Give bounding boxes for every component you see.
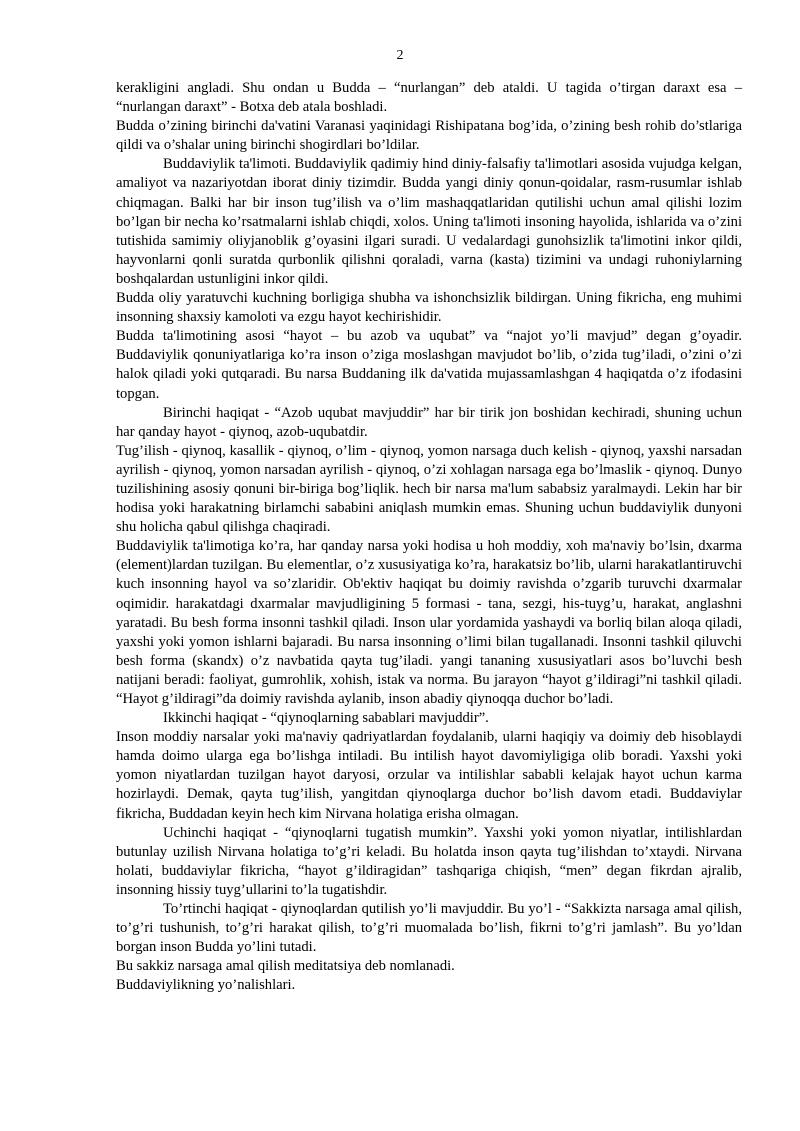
paragraph-12: To’rtinchi haqiqat - qiynoqlardan qutilish yo’li mavjuddir. Bu yo’l - “Sakkizta narsaga amal qilish, to’g’ri tushunish, to’g’ri harakat qilish, to’g’ri muomalada bo’lish, fikrni to’g’ri jamlash”. Bu yo’ldan borgan inson Budda yo’lini tutadi. [116, 901, 742, 956]
paragraph-14: Buddaviylikning yo’nalishlari. [116, 977, 296, 994]
paragraph-10: Inson moddiy narsalar yoki ma'naviy qadriyatlardan foydalanib, ularni haqiqiy va doimiy deb hisoblaydi hamda doimo ularga ega bo’lishga intiladi. Bu intilish hayot davomiyligiga olib boradi. Yaxshi yoki yomon niyatlardan tuzilgan hayot daryosi, orzular va intilishlar sababli kelajak hayot uchun karma hozirlaydi. Demak, qayta tug’ilish, yangitdan qiynoqlarga duchor bo’lish davom etadi. Buddaviylar fikricha, Buddadan keyin hech kim Nirvana holatiga erisha olmagan. [116, 729, 742, 822]
paragraph-6: Birinchi haqiqat - “Azob uqubat mavjuddir” har bir tirik jon boshidan kechiradi, shuning uchun har qanday hayot - qiynoq, azob-uqubatdir. [116, 404, 742, 440]
page-number: 2 [396, 48, 404, 63]
paragraph-13: Bu sakkiz narsaga amal qilish meditatsiya deb nomlanadi. [116, 958, 455, 975]
paragraph-8: Buddaviylik ta'limotiga ko’ra, har qanday narsa yoki hodisa u hoh moddiy, xoh ma'naviy bo’lsin, dxarma (element)lardan tuzilgan. Bu elementlar, o’z xususiyatiga ko’ra, harakatsiz bo’lib, ularni harakatlantiruvchi kuch insonning hayol va so’zlaridir. Ob'ektiv haqiqat bu doimiy ravishda o’zgarib turuvchi dxarmalar oqimidir. harakatdagi dxarmalar mavjudligining 5 formasi - tana, sezgi, his-tuyg’u, harakat, anglashni yaratadi. Bu besh forma insonni tashkil qiladi. Inson ular yordamida yashaydi va borliq bilan aloqa qiladi, yaxshi yoki yomon ishlarni bajaradi. Bu narsa insonning o’limi bilan tugallanadi. Insonni tashkil qiluvchi besh forma (skandx) o’z navbatida qayta tug’iladi. yangi tananing xususiyatlari asos bo’luvchi besh natijani beradi: faoliyat, gumrohlik, xohish, istak va norma. Bu jarayon “hayot g’ildiragi”ni tashkil qiladi. “Hayot g’ildiragi”da doimiy ravishda aylanib, inson abadiy qiynoqqa duchor bo’ladi. [116, 538, 742, 707]
paragraph-4: Budda oliy yaratuvchi kuchning borligiga shubha va ishonchsizlik bildirgan. Uning fikricha, eng muhimi insonning shaxsiy kamoloti va ezgu hayot kechirishidir. [116, 290, 742, 326]
paragraph-1: kerakligini angladi. Shu ondan u Budda – “nurlangan” deb ataldi. U tagida o’tirgan daraxt esa – “nurlangan daraxt” - Botxa deb atala boshladi. [116, 80, 742, 116]
paragraph-11: Uchinchi haqiqat - “qiynoqlarni tugatish mumkin”. Yaxshi yoki yomon niyatlar, intilishlardan butunlay uzilish Nirvana holatiga to’g’ri keladi. Bu holatda inson qayta tug’ilishdan to’xtaydi. Nirvana holati, buddaviylar fikricha, “hayot g’ildiragidan” tashqariga chiqish, “men” degan fikrdan ajralib, insonning hissiy tuyg’ullarini to’la tugatishdir. [116, 824, 742, 898]
document-body [116, 79, 742, 996]
paragraph-3: Buddaviylik ta'limoti. Buddaviylik qadimiy hind diniy-falsafiy ta'limotlari asosida vujudga kelgan, amaliyot va nazariyotdan iborat diniy tizimdir. Budda yangi diniy qonun-qoidalar, rasm-rusumlar ishlab chiqmagan. Balki har bir inson tug’ilish va o’lim mashaqqatlaridan qutilishi uchun amal qilishi lozim bo’lgan bir necha ko’rsatmalarni ishlab chiqdi, xolos. Uning ta'limoti insoning hayolida, ishlarida va o’zini tutishida samimiy oliyjanoblik g’oyasini ilgari suradi. U vedalardagi gunohsizlik ta'limotini inkor qildi, hayvonlarni qonli suratda qurbonlik qilishni qoraladi, varna (kasta) tizimini va undagi ruhoniylarning boshqalardan ustunligini inkor qildi. [116, 156, 742, 287]
paragraph-7: Tug’ilish - qiynoq, kasallik - qiynoq, o’lim - qiynoq, yomon narsaga duch kelish - qiynoq, yaxshi narsadan ayrilish - qiynoq, yomon narsadan ayrilish - qiynoq, o’zi xohlagan narsaga ega bo’lmaslik - qiynoq. Dunyo tuzilishining asosiy qonuni bir-biriga bog’liqlik. hech bir narsa ma'lum sababsiz yaralmaydi. Lekin har bir hodisa yoki harakatning birlamchi sababini aniqlash mumkin emas. Shuning uchun buddaviylik dunyoni shu holicha qabul qilishga chaqiradi. [116, 442, 742, 536]
paragraph-5: Budda ta'limotining asosi “hayot – bu azob va uqubat” va “najot yo’li mavjud” degan g’oyadir. Buddaviylik qonuniyatlariga ko’ra inson o’ziga moslashgan mavjudot bo’lib, o’zida tug’iladi, o’zini o’zi halok qiladi yoki qutqaradi. Bu narsa Buddaning ilk da'vatida mujassamlashgan 4 haqiqatda o’z ifodasini topgan. [116, 328, 742, 402]
paragraph-9: Ikkinchi haqiqat - “qiynoqlarning sabablari mavjuddir”. [163, 710, 489, 727]
paragraph-2: Budda o’zining birinchi da'vatini Varanasi yaqinidagi Rishipatana bog’ida, o’zining besh rohib do’stlariga qildi va o’shalar uning birinchi shogirdlari bo’ldilar. [116, 118, 742, 154]
